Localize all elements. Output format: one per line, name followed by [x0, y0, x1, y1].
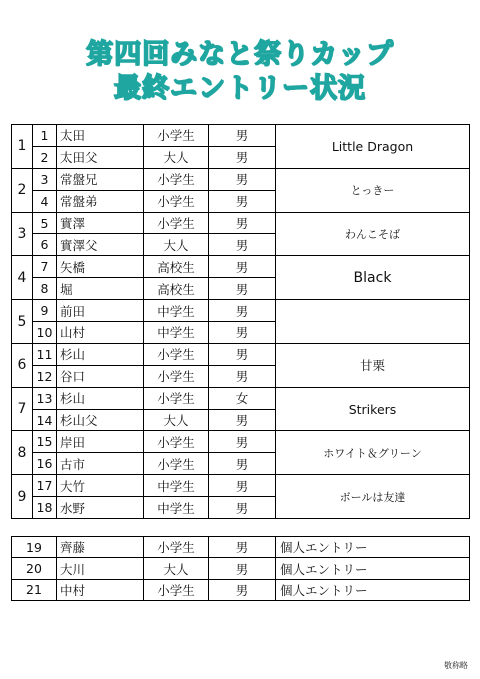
player-number: 9	[33, 300, 57, 322]
player-name: 堀	[57, 278, 144, 300]
team-member-row	[12, 125, 470, 147]
player-category: 小学生	[144, 125, 209, 147]
player-gender: 男	[209, 453, 276, 475]
player-name: 山村	[57, 322, 144, 344]
entry-type: 個人エントリー	[276, 579, 470, 600]
player-category: 小学生	[144, 212, 209, 234]
team-name	[276, 300, 470, 344]
team-name: 甘栗	[276, 343, 470, 387]
player-number: 10	[33, 322, 57, 344]
player-gender: 男	[209, 409, 276, 431]
player-gender: 男	[209, 278, 276, 300]
individual-entry-table	[11, 536, 470, 601]
player-number: 13	[33, 387, 57, 409]
team-number: 3	[12, 212, 33, 256]
team-name: とっきー	[276, 168, 470, 212]
player-name: 杉山	[57, 343, 144, 365]
team-number: 8	[12, 431, 33, 475]
player-number: 7	[33, 256, 57, 278]
player-gender: 男	[209, 497, 276, 519]
player-name: 大川	[57, 558, 144, 579]
player-name: 中村	[57, 579, 144, 600]
player-category: 大人	[144, 558, 209, 579]
player-number: 21	[12, 579, 57, 600]
team-number: 6	[12, 343, 33, 387]
player-number: 15	[33, 431, 57, 453]
team-number: 9	[12, 475, 33, 519]
player-number: 5	[33, 212, 57, 234]
player-name: 杉山父	[57, 409, 144, 431]
player-gender: 男	[209, 537, 276, 558]
player-category: 中学生	[144, 300, 209, 322]
player-name: 谷口	[57, 365, 144, 387]
player-number: 11	[33, 343, 57, 365]
team-number: 1	[12, 125, 33, 169]
player-name: 岸田	[57, 431, 144, 453]
entry-type: 個人エントリー	[276, 537, 470, 558]
team-member-row	[12, 300, 470, 322]
player-number: 16	[33, 453, 57, 475]
entry-type: 個人エントリー	[276, 558, 470, 579]
team-member-row	[12, 212, 470, 234]
player-category: 小学生	[144, 537, 209, 558]
team-entry-table	[11, 124, 470, 519]
player-gender: 男	[209, 365, 276, 387]
player-category: 小学生	[144, 365, 209, 387]
player-number: 2	[33, 146, 57, 168]
player-gender: 男	[209, 322, 276, 344]
player-gender: 男	[209, 234, 276, 256]
player-number: 14	[33, 409, 57, 431]
team-number: 2	[12, 168, 33, 212]
individual-row	[12, 579, 470, 600]
player-category: 中学生	[144, 322, 209, 344]
player-name: 太田父	[57, 146, 144, 168]
player-gender: 男	[209, 168, 276, 190]
team-number: 7	[12, 387, 33, 431]
player-name: 水野	[57, 497, 144, 519]
player-category: 小学生	[144, 453, 209, 475]
honorifics-omitted-note: 敬称略	[444, 661, 468, 670]
player-category: 小学生	[144, 343, 209, 365]
team-member-row	[12, 168, 470, 190]
player-name: 太田	[57, 125, 144, 147]
player-category: 中学生	[144, 497, 209, 519]
player-number: 1	[33, 125, 57, 147]
player-category: 高校生	[144, 256, 209, 278]
player-number: 8	[33, 278, 57, 300]
player-gender: 男	[209, 558, 276, 579]
player-category: 小学生	[144, 431, 209, 453]
player-name: 常盤兄	[57, 168, 144, 190]
player-category: 小学生	[144, 387, 209, 409]
player-gender: 男	[209, 300, 276, 322]
player-gender: 男	[209, 475, 276, 497]
team-member-row	[12, 256, 470, 278]
player-category: 中学生	[144, 475, 209, 497]
team-name: ホワイト＆グリーン	[276, 431, 470, 475]
player-category: 大人	[144, 146, 209, 168]
player-number: 4	[33, 190, 57, 212]
player-number: 6	[33, 234, 57, 256]
player-name: 矢橋	[57, 256, 144, 278]
player-category: 小学生	[144, 168, 209, 190]
team-name: Little Dragon	[276, 125, 470, 169]
player-gender: 男	[209, 256, 276, 278]
player-name: 齊藤	[57, 537, 144, 558]
player-gender: 男	[209, 190, 276, 212]
player-gender: 男	[209, 579, 276, 600]
team-member-row	[12, 431, 470, 453]
player-number: 19	[12, 537, 57, 558]
player-gender: 男	[209, 431, 276, 453]
player-name: 古市	[57, 453, 144, 475]
player-category: 大人	[144, 409, 209, 431]
player-name: 大竹	[57, 475, 144, 497]
team-number: 5	[12, 300, 33, 344]
team-name: わんこそば	[276, 212, 470, 256]
player-name: 常盤弟	[57, 190, 144, 212]
player-name: 實澤	[57, 212, 144, 234]
player-gender: 男	[209, 212, 276, 234]
individual-row	[12, 558, 470, 579]
individual-row	[12, 537, 470, 558]
team-member-row	[12, 475, 470, 497]
player-number: 12	[33, 365, 57, 387]
player-number: 3	[33, 168, 57, 190]
player-name: 前田	[57, 300, 144, 322]
team-name: Strikers	[276, 387, 470, 431]
player-name: 杉山	[57, 387, 144, 409]
team-name: ボールは友達	[276, 475, 470, 519]
page-subtitle: 最終エントリー状況	[114, 73, 366, 104]
team-member-row	[12, 387, 470, 409]
player-number: 20	[12, 558, 57, 579]
page-title: 第四回みなと祭りカップ	[86, 39, 394, 70]
player-gender: 女	[209, 387, 276, 409]
team-number: 4	[12, 256, 33, 300]
team-name: Black	[276, 256, 470, 300]
player-category: 高校生	[144, 278, 209, 300]
team-member-row	[12, 343, 470, 365]
player-category: 小学生	[144, 190, 209, 212]
player-category: 小学生	[144, 579, 209, 600]
player-number: 18	[33, 497, 57, 519]
player-category: 大人	[144, 234, 209, 256]
player-gender: 男	[209, 125, 276, 147]
player-gender: 男	[209, 146, 276, 168]
player-number: 17	[33, 475, 57, 497]
player-name: 實澤父	[57, 234, 144, 256]
player-gender: 男	[209, 343, 276, 365]
